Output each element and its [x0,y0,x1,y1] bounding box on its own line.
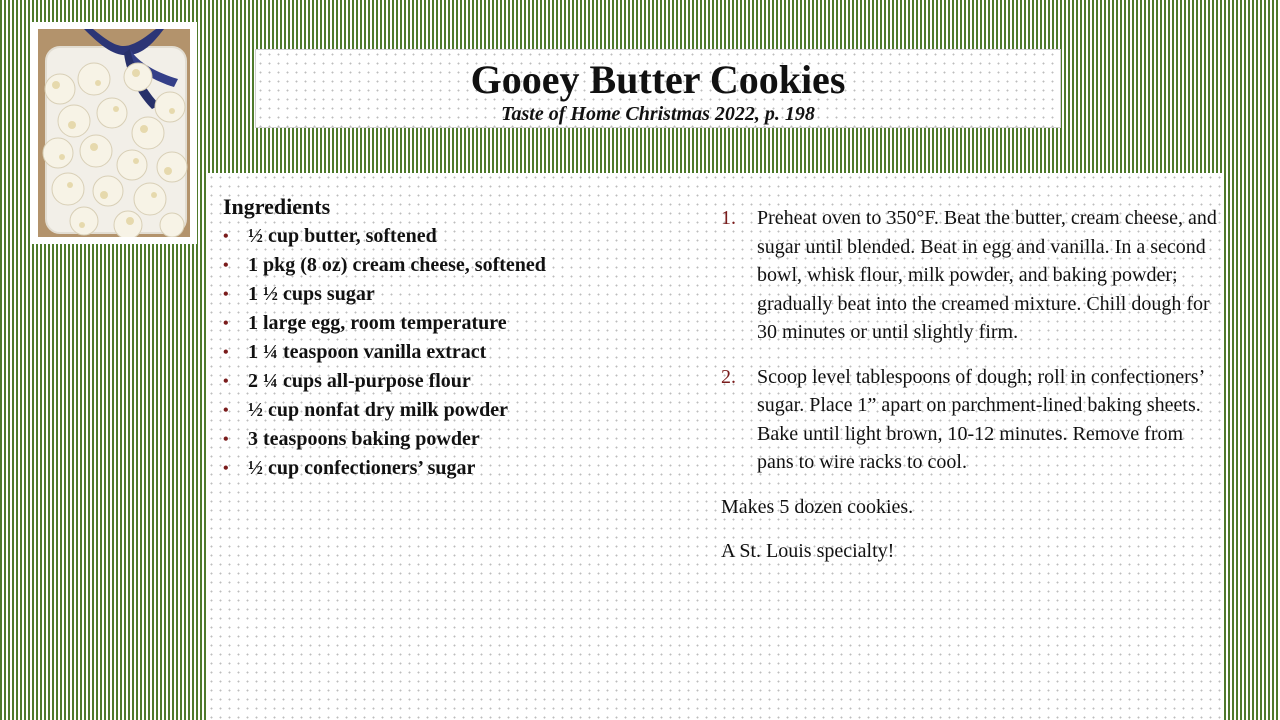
ingredient-item [223,338,693,367]
step-number: 2. [721,365,736,388]
ingredient-text: 1 large egg, room temperature [248,312,507,334]
ingredient-text: 1 pkg (8 oz) cream cheese, softened [248,254,546,276]
ingredient-item [223,251,693,280]
ingredients-list [223,222,693,483]
bullet-icon: • [223,257,229,274]
ingredient-text: ½ cup nonfat dry milk powder [248,399,509,421]
ingredient-item [223,454,693,483]
ingredient-text: 3 teaspoons baking powder [248,428,480,450]
yield-text: Makes 5 dozen cookies. [721,495,914,518]
bullet-icon: • [223,373,229,390]
ingredient-item [223,309,693,338]
ingredient-text: 2 ¼ cups all-purpose flour [248,370,471,392]
ingredient-text: 1 ½ cups sugar [248,283,375,305]
step-text: Scoop level tablespoons of dough; roll in confectioners’ sugar. Place 1” apart on parchment-lined baking sheets. Bake until light brown, 10-12 minutes. Remove from pans to wire racks to cool. [757,365,1204,473]
ingredient-text: ½ cup confectioners’ sugar [248,457,476,479]
bullet-icon: • [223,431,229,448]
bullet-icon: • [223,228,229,245]
bullet-icon: • [223,315,229,332]
ingredient-item [223,367,693,396]
ingredient-item [223,280,693,309]
recipe-source: Taste of Home Christmas 2022, p. 198 [501,103,815,125]
step-number: 1. [721,207,736,229]
bullet-icon: • [223,402,229,419]
title-box [255,49,1061,128]
ingredients-heading: Ingredients [223,194,331,219]
ingredient-item [223,425,693,454]
ingredient-text: ½ cup butter, softened [248,225,437,247]
bullet-icon: • [223,344,229,361]
ingredient-item [223,396,693,425]
ingredients-section [223,193,693,483]
recipe-panel [207,173,1223,720]
bullet-icon: • [223,286,229,303]
ingredient-text: 1 ¼ teaspoon vanilla extract [248,341,487,363]
step-text: Preheat oven to 350°F. Beat the butter, cream cheese, and sugar until blended. Beat in egg and vanilla. In a second bowl, whisk flour, milk powder, and baking powder; gradually beat into the creamed mixture. Chill dough for 30 minutes or until slightly firm. [757,207,1217,343]
recipe-title: Gooey Butter Cookies [470,57,846,102]
direction-step [721,363,1217,477]
specialty-note: A St. Louis specialty! [721,539,895,562]
cookie-photo-frame [31,22,197,244]
bullet-icon: • [223,460,229,477]
cookie-photo [38,29,190,237]
ingredient-item [223,222,693,251]
direction-step [721,204,1217,347]
directions-section [721,204,1217,581]
